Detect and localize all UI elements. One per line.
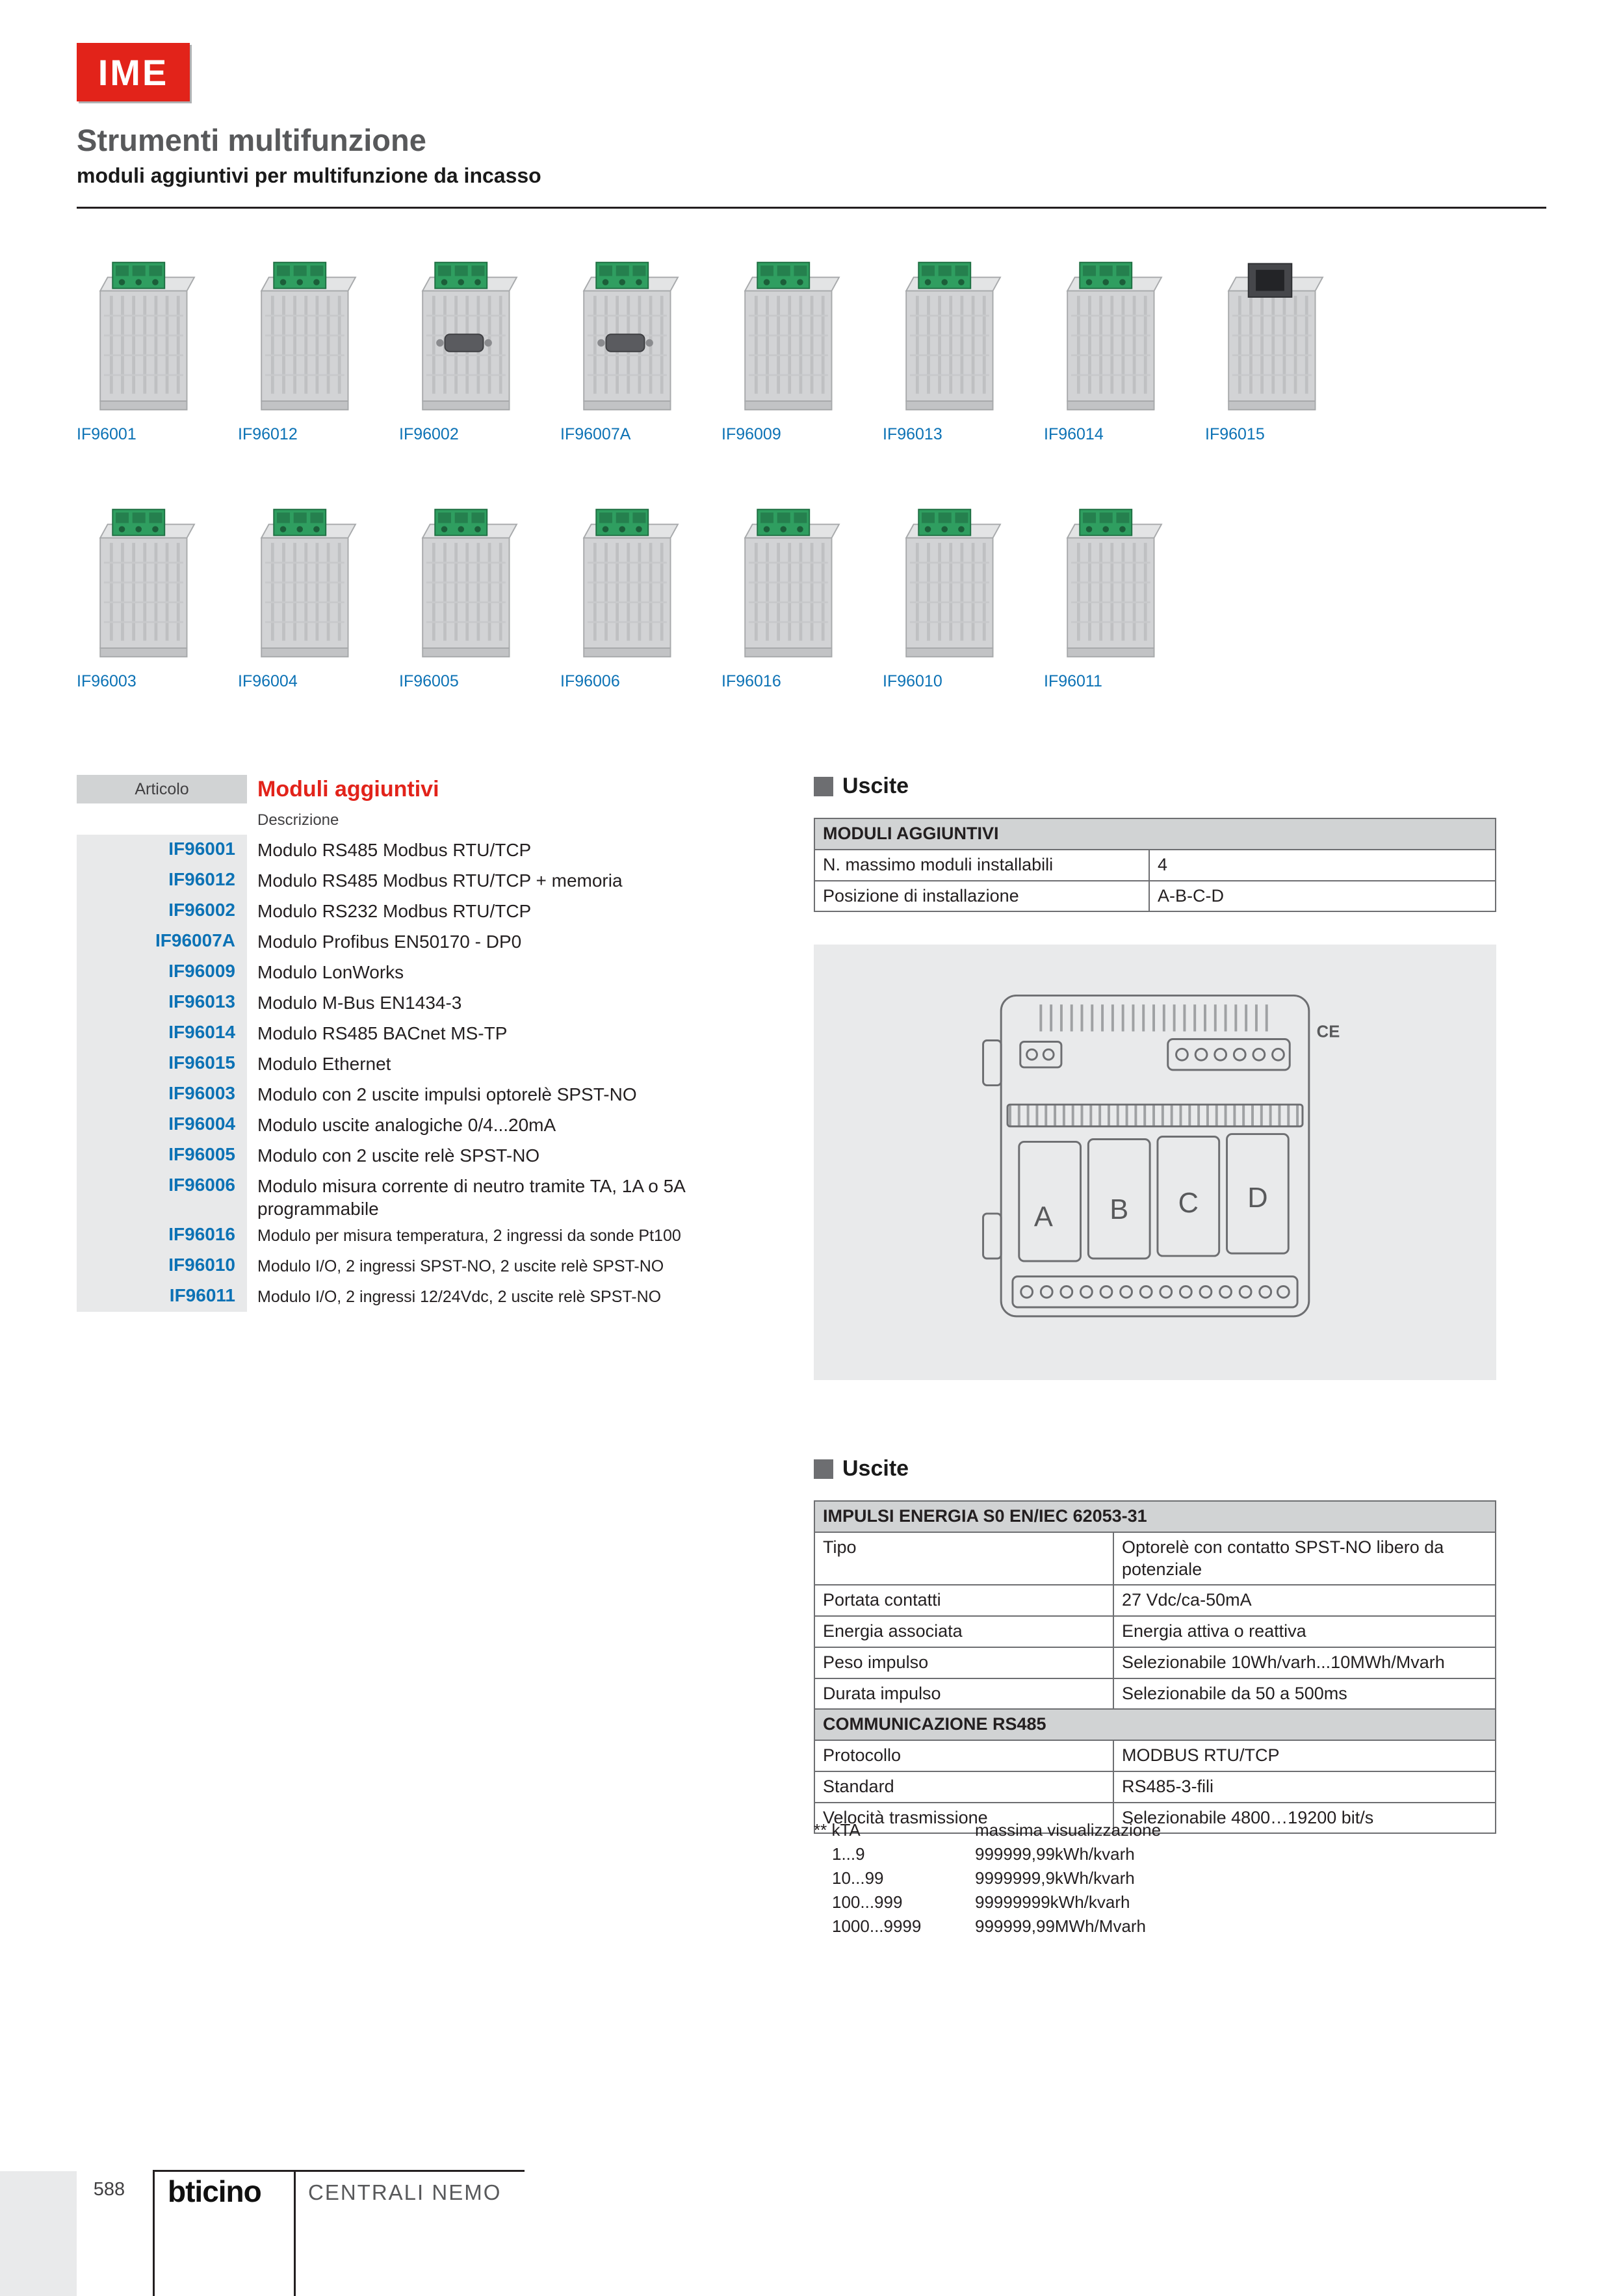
article-code: IF96005 <box>77 1140 247 1171</box>
module-photo <box>721 499 851 667</box>
moduli-aggiuntivi-table <box>814 818 1496 912</box>
article-code: IF96003 <box>77 1079 247 1110</box>
module-photo <box>238 499 368 667</box>
slot-letter-c: C <box>1178 1187 1199 1219</box>
product-photo <box>721 252 851 444</box>
spec-value: 4 <box>1149 850 1496 881</box>
impulsi-energia-table <box>814 1500 1496 1834</box>
description-column-header: Descrizione <box>257 811 339 829</box>
product-code: IF96013 <box>883 425 942 443</box>
kta-value: 999999,99MWh/Mvarh <box>975 1916 1147 1936</box>
section-square-icon <box>814 777 833 796</box>
article-code: IF96016 <box>77 1220 247 1251</box>
article-description: Modulo RS485 Modbus RTU/TCP <box>257 840 532 860</box>
article-description: Modulo RS485 Modbus RTU/TCP + memoria <box>257 870 623 891</box>
product-gallery-row-2 <box>77 499 1174 691</box>
product-code: IF96014 <box>1044 425 1104 443</box>
product-gallery-row-1 <box>77 252 1335 444</box>
article-row <box>77 1220 794 1251</box>
article-row <box>77 1140 794 1171</box>
kta-value: 99999999kWh/kvarh <box>975 1892 1130 1912</box>
article-description: Modulo M-Bus EN1434-3 <box>257 993 462 1013</box>
kta-label: ** kTA <box>814 1820 861 1840</box>
article-row <box>77 926 794 957</box>
ce-mark: CE <box>1316 1023 1340 1041</box>
module-photo <box>1044 499 1174 667</box>
kta-header: massima visualizzazione <box>975 1820 1162 1840</box>
article-row <box>77 1110 794 1140</box>
product-photo <box>721 499 851 691</box>
article-row <box>77 1018 794 1049</box>
footer-divider-line <box>294 2170 296 2296</box>
table-header: IMPULSI ENERGIA S0 EN/IEC 62053-31 <box>814 1501 1496 1532</box>
spec-label: Energia associata <box>814 1616 1113 1647</box>
product-code: IF96003 <box>77 672 136 690</box>
spec-label: Posizione di installazione <box>814 881 1149 912</box>
spec-label: Protocollo <box>814 1740 1113 1771</box>
article-code: IF96010 <box>77 1251 247 1281</box>
product-photo <box>1044 499 1174 691</box>
article-row <box>77 1049 794 1079</box>
spec-label: Portata contatti <box>814 1585 1113 1616</box>
product-code: IF96012 <box>238 425 298 443</box>
module-photo <box>399 499 529 667</box>
slot-letter-a: A <box>1033 1201 1053 1233</box>
product-photo <box>77 252 207 444</box>
article-description: Modulo Profibus EN50170 - DP0 <box>257 932 522 952</box>
module-photo <box>1205 252 1335 420</box>
spec-value: Selezionabile da 50 a 500ms <box>1113 1678 1496 1710</box>
spec-label: N. massimo moduli installabili <box>814 850 1149 881</box>
spec-label: Durata impulso <box>814 1678 1113 1710</box>
kta-value: 999999,99kWh/kvarh <box>975 1844 1135 1864</box>
article-description: Modulo RS232 Modbus RTU/TCP <box>257 901 532 921</box>
kta-range: 1...9 <box>832 1844 865 1864</box>
slot-letter-d: D <box>1247 1182 1268 1214</box>
article-row <box>77 1281 794 1312</box>
spec-value: 27 Vdc/ca-50mA <box>1113 1585 1496 1616</box>
installation-diagram-box <box>814 945 1496 1380</box>
spec-label: Standard <box>814 1771 1113 1803</box>
product-code: IF96002 <box>399 425 459 443</box>
article-code: IF96015 <box>77 1049 247 1079</box>
articles-table <box>77 775 794 1312</box>
spec-label: Velocità trasmissione <box>814 1803 1113 1834</box>
section-uscite-2 <box>814 1456 909 1481</box>
article-code: IF96004 <box>77 1110 247 1140</box>
bticino-logo: bticino <box>168 2174 261 2208</box>
article-code: IF96007A <box>77 926 247 957</box>
kta-footnote <box>814 1820 1161 1937</box>
product-code: IF96009 <box>721 425 781 443</box>
product-photo <box>1044 252 1174 444</box>
article-code: IF96012 <box>77 865 247 896</box>
article-description: Modulo per misura temperatura, 2 ingressi da sonde Pt100 <box>257 1227 681 1245</box>
module-photo <box>883 252 1013 420</box>
article-description: Modulo I/O, 2 ingressi 12/24Vdc, 2 uscite relè SPST-NO <box>257 1288 662 1306</box>
section-title: Uscite <box>842 774 909 798</box>
article-code: IF96011 <box>77 1281 247 1312</box>
module-photo <box>77 499 207 667</box>
spec-value: A-B-C-D <box>1149 881 1496 912</box>
page-title: Strumenti multifunzione <box>77 123 426 157</box>
product-code: IF96010 <box>883 672 942 690</box>
article-row <box>77 1079 794 1110</box>
article-description: Modulo I/O, 2 ingressi SPST-NO, 2 uscite relè SPST-NO <box>257 1257 664 1275</box>
articles-column-header: Articolo <box>77 775 247 803</box>
product-photo <box>883 499 1013 691</box>
article-description: Modulo Ethernet <box>257 1054 391 1074</box>
module-photo <box>1044 252 1174 420</box>
spec-value: MODBUS RTU/TCP <box>1113 1740 1496 1771</box>
table-header: MODULI AGGIUNTIVI <box>814 818 1496 850</box>
slot-letter-b: B <box>1110 1194 1129 1225</box>
article-row <box>77 835 794 865</box>
kta-range: 10...99 <box>832 1868 884 1888</box>
product-photo <box>399 252 529 444</box>
spec-value: Energia attiva o reattiva <box>1113 1616 1496 1647</box>
footer-divider-line <box>153 2170 155 2296</box>
kta-range: 100...999 <box>832 1892 903 1912</box>
product-photo <box>883 252 1013 444</box>
table-header: COMMUNICAZIONE RS485 <box>814 1709 1496 1740</box>
product-code: IF96004 <box>238 672 298 690</box>
spec-label: Tipo <box>814 1532 1113 1585</box>
module-photo <box>238 252 368 420</box>
article-description: Modulo con 2 uscite relè SPST-NO <box>257 1145 540 1166</box>
product-photo <box>560 252 690 444</box>
module-photo <box>399 252 529 420</box>
product-code: IF96006 <box>560 672 620 690</box>
product-code: IF96001 <box>77 425 136 443</box>
kta-range: 1000...9999 <box>832 1916 922 1936</box>
ime-logo: IME <box>77 43 190 101</box>
product-code: IF96007A <box>560 425 631 443</box>
module-photo <box>560 499 690 667</box>
product-code: IF96005 <box>399 672 459 690</box>
article-description: Modulo uscite analogiche 0/4...20mA <box>257 1115 556 1135</box>
footer-gray-corner <box>0 2171 77 2296</box>
article-row <box>77 987 794 1018</box>
product-photo <box>238 252 368 444</box>
footer-top-rule <box>153 2170 525 2172</box>
footer-section-label: CENTRALI NEMO <box>308 2180 502 2204</box>
article-row <box>77 957 794 987</box>
product-code: IF96011 <box>1044 672 1102 690</box>
product-code: IF96015 <box>1205 425 1265 443</box>
article-description: Modulo RS485 BACnet MS-TP <box>257 1023 508 1043</box>
spec-value: Selezionabile 10Wh/varh...10MWh/Mvarh <box>1113 1647 1496 1678</box>
product-photo <box>1205 252 1335 444</box>
articles-rows <box>77 835 794 1312</box>
section-square-icon <box>814 1459 833 1479</box>
product-code: IF96016 <box>721 672 781 690</box>
spec-value: Selezionabile 4800…19200 bit/s <box>1113 1803 1496 1834</box>
spec-label: Peso impulso <box>814 1647 1113 1678</box>
section-title: Uscite <box>842 1456 909 1481</box>
section-uscite-1 <box>814 774 909 799</box>
page-number: 588 <box>93 2179 125 2200</box>
article-code: IF96002 <box>77 896 247 926</box>
header-divider <box>77 207 1546 209</box>
installation-diagram <box>911 956 1399 1368</box>
product-photo <box>399 499 529 691</box>
module-photo <box>560 252 690 420</box>
article-code: IF96006 <box>77 1171 247 1220</box>
article-row <box>77 865 794 896</box>
article-code: IF96013 <box>77 987 247 1018</box>
spec-value: RS485-3-fili <box>1113 1771 1496 1803</box>
articles-title: Moduli aggiuntivi <box>257 777 439 802</box>
module-photo <box>77 252 207 420</box>
article-code: IF96001 <box>77 835 247 865</box>
spec-value: Optorelè con contatto SPST-NO libero da potenziale <box>1113 1532 1496 1585</box>
article-description: Modulo con 2 uscite impulsi optorelè SPST-NO <box>257 1084 637 1104</box>
article-description: Modulo LonWorks <box>257 962 404 982</box>
article-code: IF96014 <box>77 1018 247 1049</box>
module-photo <box>883 499 1013 667</box>
article-description: Modulo misura corrente di neutro tramite TA, 1A o 5A programmabile <box>257 1176 685 1219</box>
product-photo <box>238 499 368 691</box>
kta-value: 9999999,9kWh/kvarh <box>975 1868 1135 1888</box>
module-photo <box>721 252 851 420</box>
product-photo <box>77 499 207 691</box>
product-photo <box>560 499 690 691</box>
article-code: IF96009 <box>77 957 247 987</box>
article-row <box>77 896 794 926</box>
article-row <box>77 1251 794 1281</box>
article-row <box>77 1171 794 1220</box>
page-subtitle: moduli aggiuntivi per multifunzione da incasso <box>77 164 541 187</box>
